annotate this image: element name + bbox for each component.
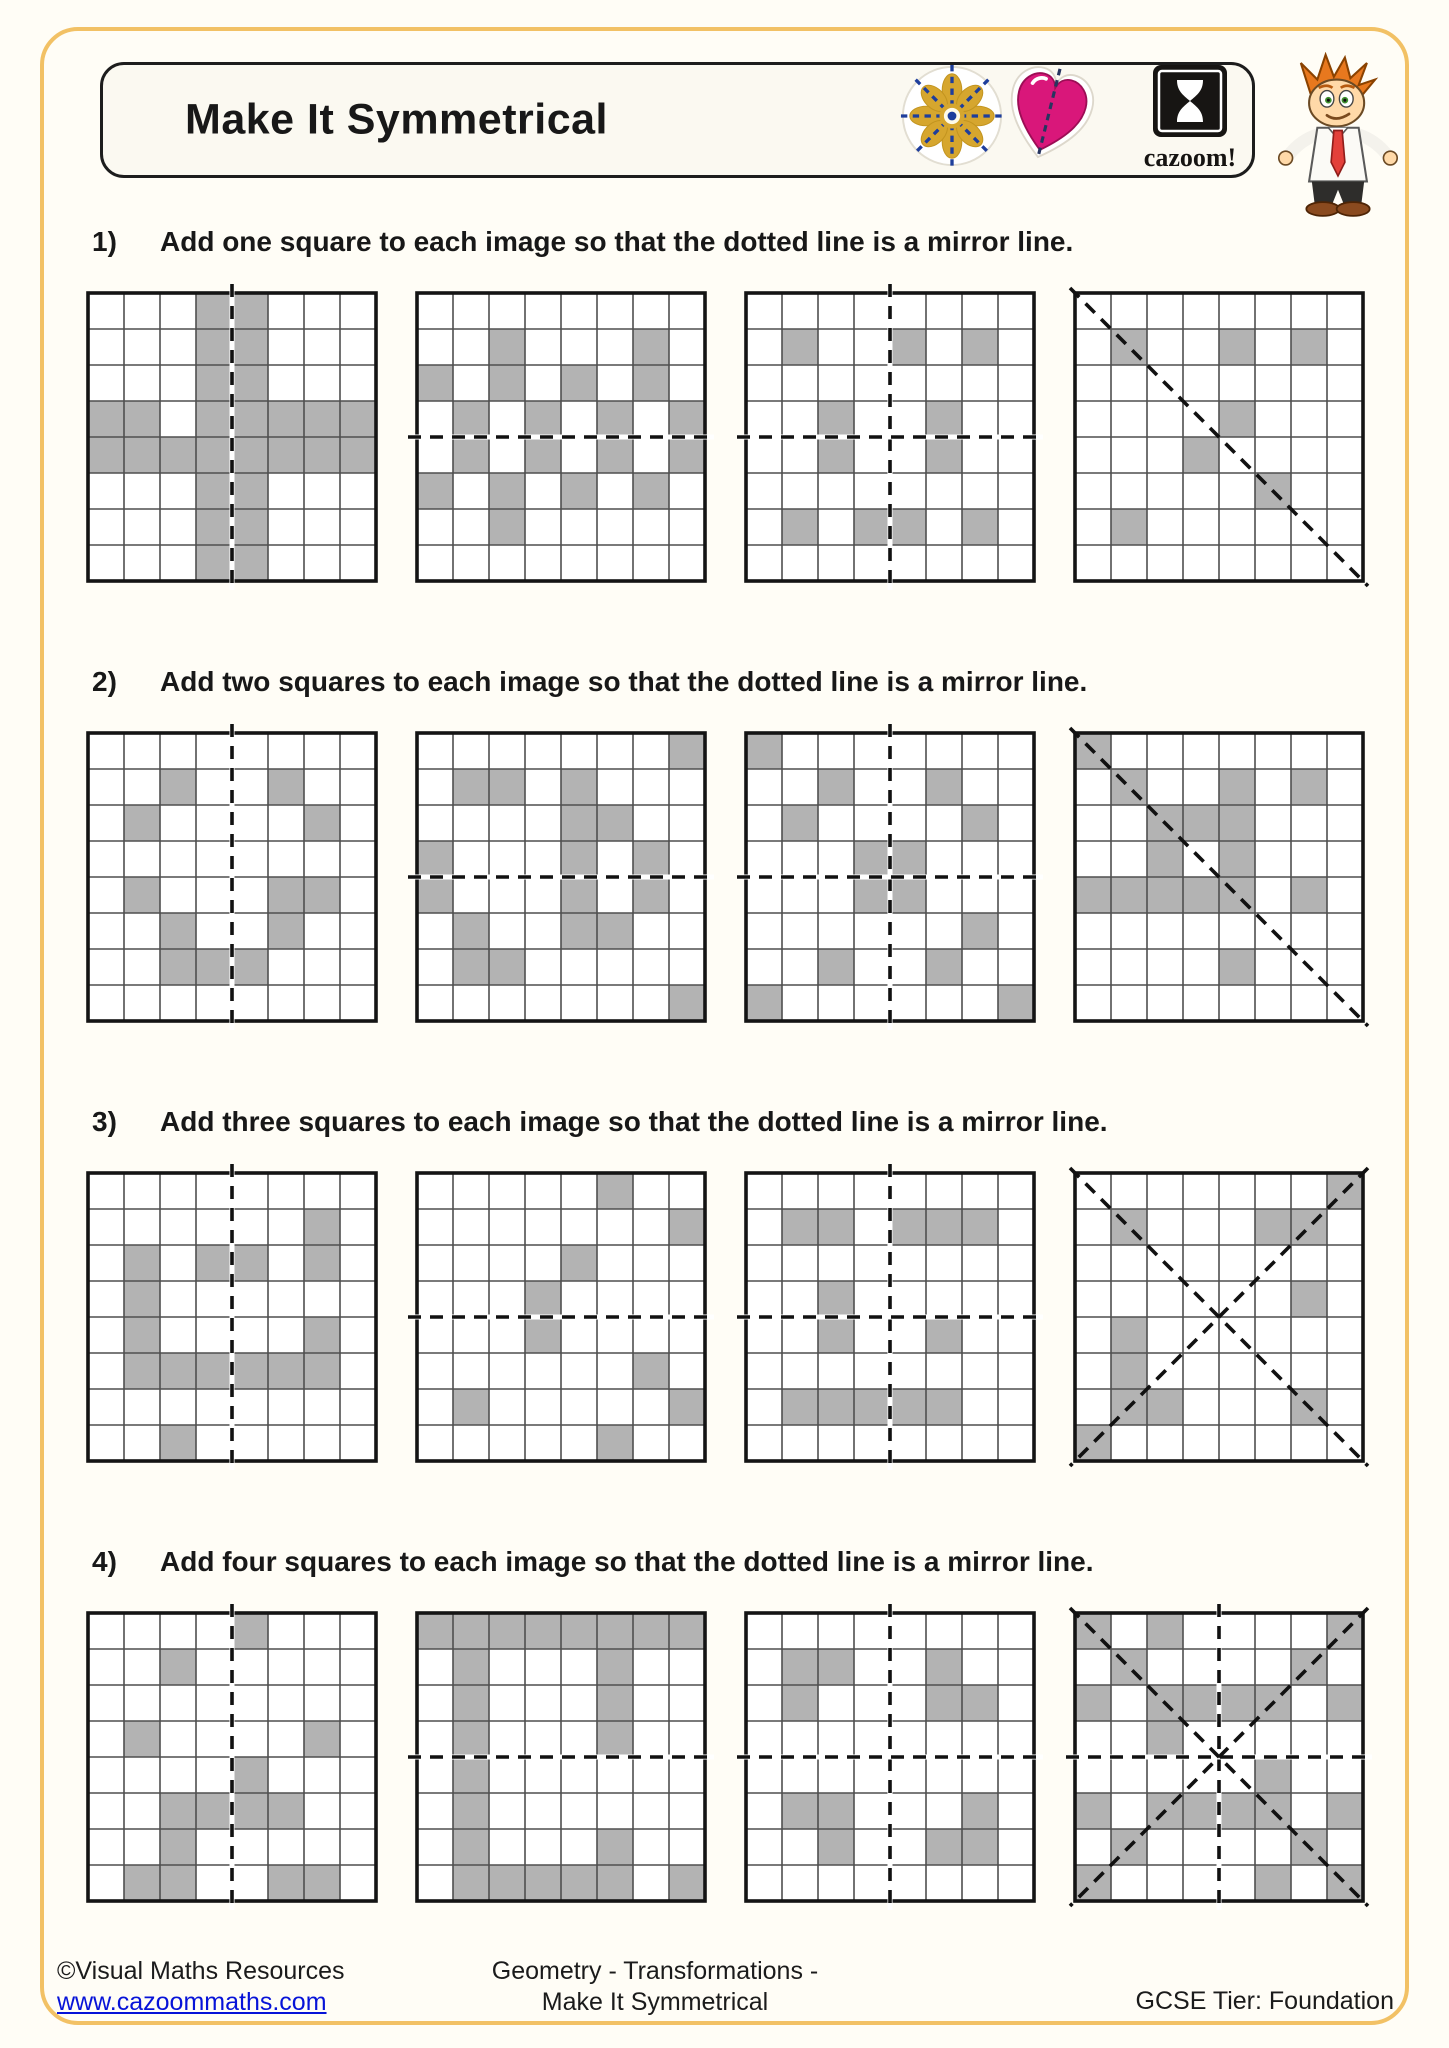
question-1-text (92, 226, 1073, 258)
symmetry-grid (88, 1613, 376, 1901)
question-3-grids (88, 1173, 1363, 1461)
question-instruction: Add one square to each image so that the dotted line is a mirror line. (160, 226, 1074, 257)
symmetry-grid (417, 733, 705, 1021)
symmetry-grid (1075, 733, 1363, 1021)
symmetry-grid (417, 293, 705, 581)
symmetry-grid (88, 733, 376, 1021)
question-instruction: Add two squares to each image so that the dotted line is a mirror line. (160, 666, 1088, 697)
footer-topic-block (440, 1956, 870, 2018)
cazoom-logo-text: cazoom! (1143, 143, 1237, 172)
symmetry-grid (1075, 293, 1363, 581)
question-4-grids (88, 1613, 1363, 1901)
symmetry-grid (1075, 1613, 1363, 1901)
question-number: 2) (92, 666, 117, 697)
symmetry-grid (746, 293, 1034, 581)
symmetry-grid (417, 1613, 705, 1901)
symmetry-grid (746, 1613, 1034, 1901)
heart-mirror-icon (998, 60, 1100, 166)
symmetry-grid (88, 1173, 376, 1461)
symmetry-grid (417, 1173, 705, 1461)
page-title: Make It Symmetrical (185, 95, 608, 144)
cazoommaths-link[interactable]: www.cazoommaths.com (57, 1988, 327, 2016)
symmetry-grid (746, 1173, 1034, 1461)
question-number: 4) (92, 1546, 117, 1577)
question-instruction: Add three squares to each image so that the dotted line is a mirror line. (160, 1106, 1108, 1137)
question-number: 1) (92, 226, 117, 257)
question-2-text (92, 666, 1087, 698)
copyright-text: ©Visual Maths Resources (57, 1957, 345, 1985)
flower-symmetry-icon (898, 62, 1006, 170)
question-number: 3) (92, 1106, 117, 1137)
mascot-character (1262, 52, 1414, 220)
symmetry-grid (746, 733, 1034, 1021)
question-2-grids (88, 733, 1363, 1021)
symmetry-grid (1075, 1173, 1363, 1461)
question-3-text (92, 1106, 1108, 1138)
cazoom-logo-icon (1152, 64, 1228, 138)
footer-copyright-block (57, 1956, 345, 2018)
footer-tier-text: GCSE Tier: Foundation (1135, 1987, 1394, 2015)
question-instruction: Add four squares to each image so that the dotted line is a mirror line. (160, 1546, 1094, 1577)
topic-line-1: Geometry - Transformations - (491, 1957, 819, 1985)
question-1-grids (88, 293, 1363, 581)
topic-line-2: Make It Symmetrical (541, 1988, 769, 2016)
question-4-text (92, 1546, 1094, 1578)
cazoom-logo (1128, 64, 1252, 173)
symmetry-grid (88, 293, 376, 581)
